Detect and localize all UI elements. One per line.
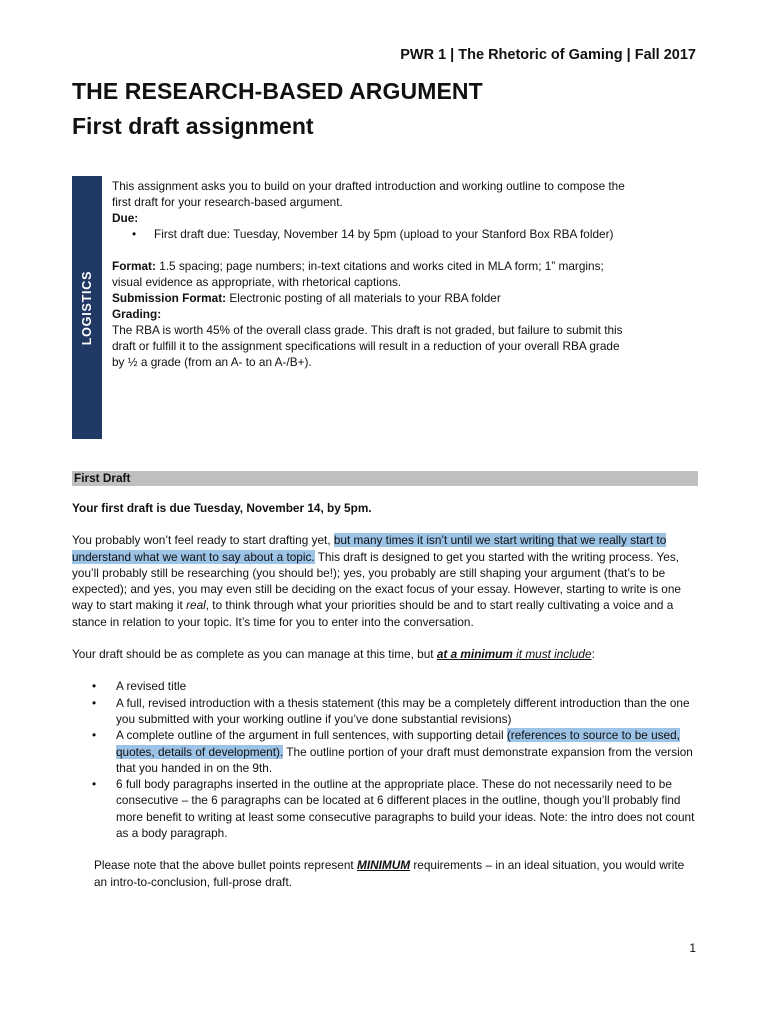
- text-run: Please note that the above bullet points represent: [94, 858, 357, 873]
- format-heading: Format:: [112, 259, 156, 273]
- bullet-icon: •: [92, 695, 97, 710]
- highlighted-text: (references to source to be used, quotes, details of development).: [116, 728, 680, 759]
- text-run: Your draft should be as complete as you can manage at this time, but: [72, 647, 437, 662]
- text-run: :: [591, 647, 595, 662]
- text-run: A complete outline of the argument in full sentences, with supporting detail: [116, 728, 507, 743]
- format-line: [112, 258, 632, 290]
- logistics-label: LOGISTICS: [80, 270, 94, 345]
- course-header: PWR 1 | The Rhetoric of Gaming | Fall 2017: [400, 47, 696, 63]
- minimum-note: [72, 857, 700, 890]
- bullet-icon: •: [92, 728, 97, 743]
- text-run: This draft is designed to get you started with the writing process. Yes, you’ll probably still be researching (you should be!); yes, you probably are still shaping your argument (that’s to be expected); and yes, you may even still be deciding on the exact focus of your essay. However, starting to write is one way to start making it: [72, 549, 681, 613]
- paragraph-requirements: [72, 646, 700, 662]
- bullet-icon: •: [92, 679, 97, 694]
- list-item: [72, 776, 700, 841]
- grading-heading: Grading:: [112, 307, 162, 321]
- submission-line: [112, 290, 632, 306]
- logistics-box: [112, 178, 632, 370]
- document-body: [72, 500, 700, 890]
- requirements-list: [72, 678, 700, 841]
- section-header: [72, 471, 698, 486]
- text-run: The outline portion of your draft must demonstrate expansion from the version that you handed in on the 9th.: [116, 744, 693, 775]
- submission-heading: Submission Format:: [112, 291, 227, 305]
- text-run: You probably won’t feel ready to start drafting yet,: [72, 533, 334, 548]
- logistics-intro: This assignment asks you to build on your drafted introduction and working outline to compose the first draft for your research-based argument.: [112, 179, 625, 209]
- list-item: [72, 727, 700, 776]
- due-item: [112, 226, 632, 242]
- text-run: requirements – in an ideal situation, you would write an intro-to-conclusion, full-prose draft.: [94, 858, 685, 889]
- paragraph-intro: [72, 532, 700, 630]
- italic-text: real: [186, 598, 206, 613]
- list-item: [72, 695, 700, 728]
- emphasis-text: at a minimum: [436, 647, 513, 662]
- submission-text: Electronic posting of all materials to your RBA folder: [226, 291, 501, 305]
- list-item-text: 6 full body paragraphs inserted in the outline at the appropriate place. These do not necessarily need to be consecutive – the 6 paragraphs can be located at 6 different places in the outline, though you’ll probably find more benefit to writing at least some consecutive paragraphs to build your ideas. Note: the intro does not count as a body paragraph.: [116, 777, 695, 841]
- document-title: THE RESEARCH-BASED ARGUMENT: [72, 78, 483, 104]
- logistics-sidebar: [72, 176, 102, 439]
- due-heading: Due:: [112, 211, 139, 225]
- bullet-icon: •: [92, 777, 97, 792]
- due-statement: Your first draft is due Tuesday, November 14, by 5pm.: [72, 501, 372, 515]
- bullet-icon: •: [132, 227, 137, 241]
- highlighted-text: but many times it isn’t until we start writing that we really start to understand what we want to say about a topic.: [72, 533, 667, 564]
- text-run: , to think through what your priorities should be and to start really cultivating a voice and a stance in relation to your topic. It’s time for you to enter into the conversation.: [72, 598, 674, 629]
- list-item-text: A full, revised introduction with a thesis statement (this may be a completely different introduction than the one you submitted with your working outline if you’ve done substantial revisions): [116, 695, 690, 726]
- list-item-text: [116, 727, 700, 776]
- due-item-text: First draft due: Tuesday, November 14 by 5pm (upload to your Stanford Box RBA folder): [154, 227, 614, 241]
- page-number: 1: [689, 941, 696, 955]
- document-subtitle: First draft assignment: [72, 113, 314, 139]
- emphasis-text: MINIMUM: [357, 858, 411, 873]
- grading-text: The RBA is worth 45% of the overall class grade. This draft is not graded, but failure to submit this draft or fulfill it to the assignment specifications will result in a reduction of your overall RBA grade by ½ a grade (from an A- to an A-/B+).: [112, 323, 623, 369]
- list-item: [72, 678, 700, 694]
- list-item-text: A revised title: [116, 679, 187, 694]
- section-title: First Draft: [74, 471, 131, 485]
- format-text: 1.5 spacing; page numbers; in-text citations and works cited in MLA form; 1” margins; visual evidence as appropriate, with rhetorical captions.: [112, 259, 604, 289]
- italic-underlined-text: it must include: [512, 647, 592, 662]
